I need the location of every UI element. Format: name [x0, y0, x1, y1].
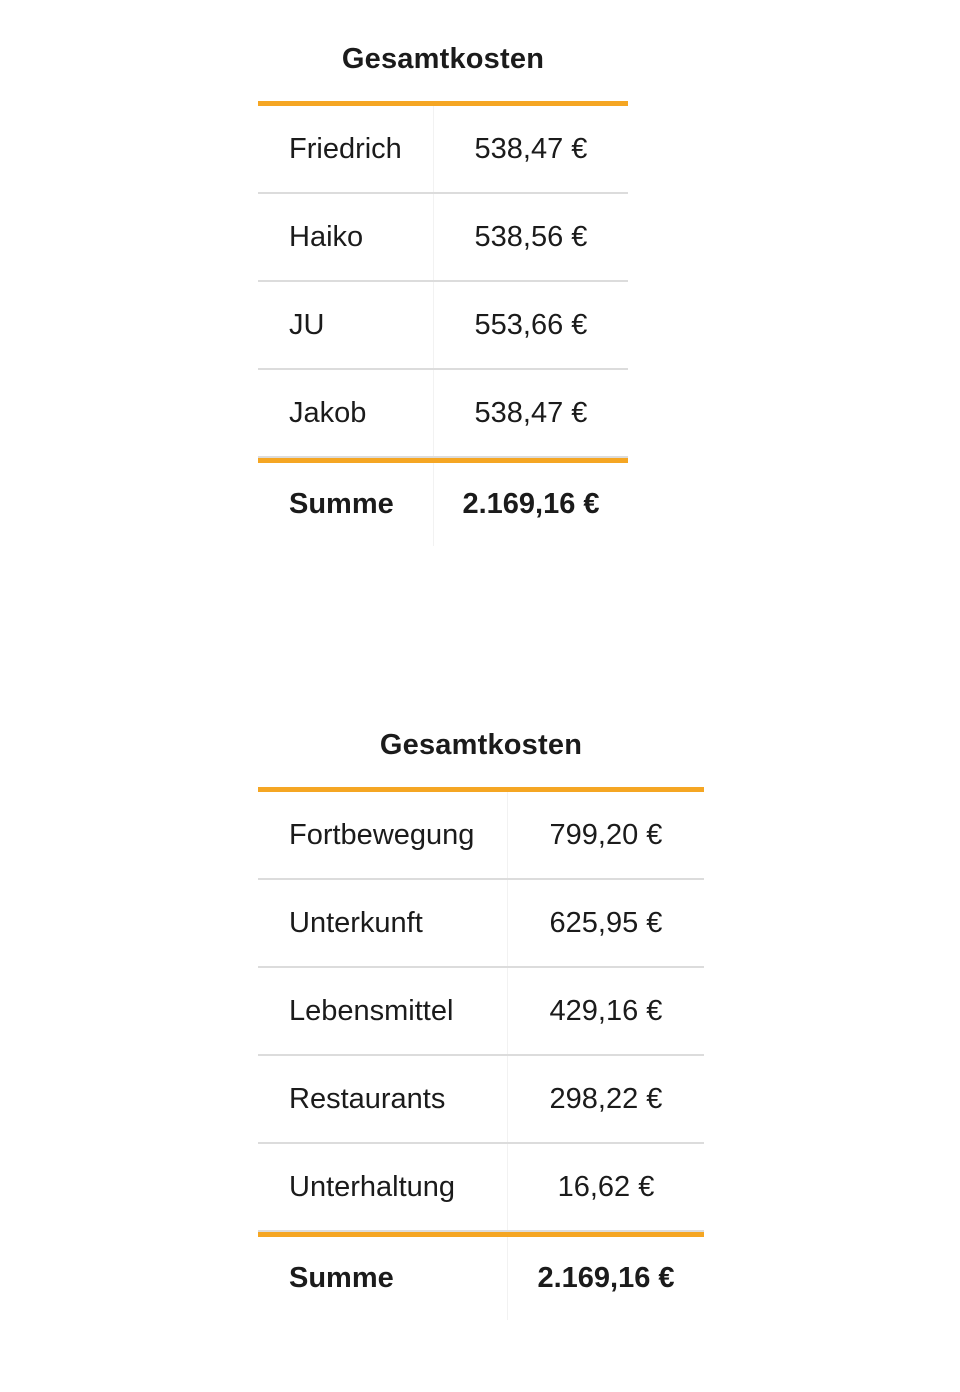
row-label: Unterkunft [289, 906, 423, 939]
table-body [258, 101, 628, 546]
total-value: 2.169,16 € [433, 463, 628, 546]
row-value: 538,47 € [433, 106, 628, 192]
total-row [258, 458, 628, 546]
row-label: Haiko [289, 220, 364, 253]
row-value: 553,66 € [433, 282, 628, 368]
total-label: Summe [289, 488, 394, 520]
table-title: Gesamtkosten [379, 729, 583, 761]
row-value: 538,56 € [433, 194, 628, 280]
table-row [258, 194, 628, 282]
row-label: Unterhaltung [289, 1170, 456, 1203]
table-title: Gesamtkosten [341, 43, 545, 75]
row-value: 625,95 € [507, 880, 704, 966]
row-label: Fortbewegung [289, 818, 475, 851]
row-value: 799,20 € [507, 792, 704, 878]
total-row [258, 1232, 704, 1320]
table-row [258, 370, 628, 458]
row-label: JU [289, 308, 325, 341]
row-value: 538,47 € [433, 370, 628, 456]
row-label: Restaurants [289, 1082, 446, 1115]
row-label: Friedrich [289, 132, 402, 165]
row-label: Lebensmittel [289, 994, 454, 1027]
table-row [258, 792, 704, 880]
table-row [258, 1056, 704, 1144]
costs-per-category-table [258, 728, 704, 1320]
row-value: 429,16 € [507, 968, 704, 1054]
total-label: Summe [289, 1262, 394, 1294]
total-value: 2.169,16 € [507, 1237, 704, 1320]
table-row [258, 282, 628, 370]
table-row [258, 1144, 704, 1232]
table-row [258, 968, 704, 1056]
table-body [258, 787, 704, 1320]
costs-per-person-table [258, 42, 628, 546]
row-value: 16,62 € [507, 1144, 704, 1230]
table-row [258, 880, 704, 968]
row-value: 298,22 € [507, 1056, 704, 1142]
table-row [258, 106, 628, 194]
row-label: Jakob [289, 396, 367, 429]
